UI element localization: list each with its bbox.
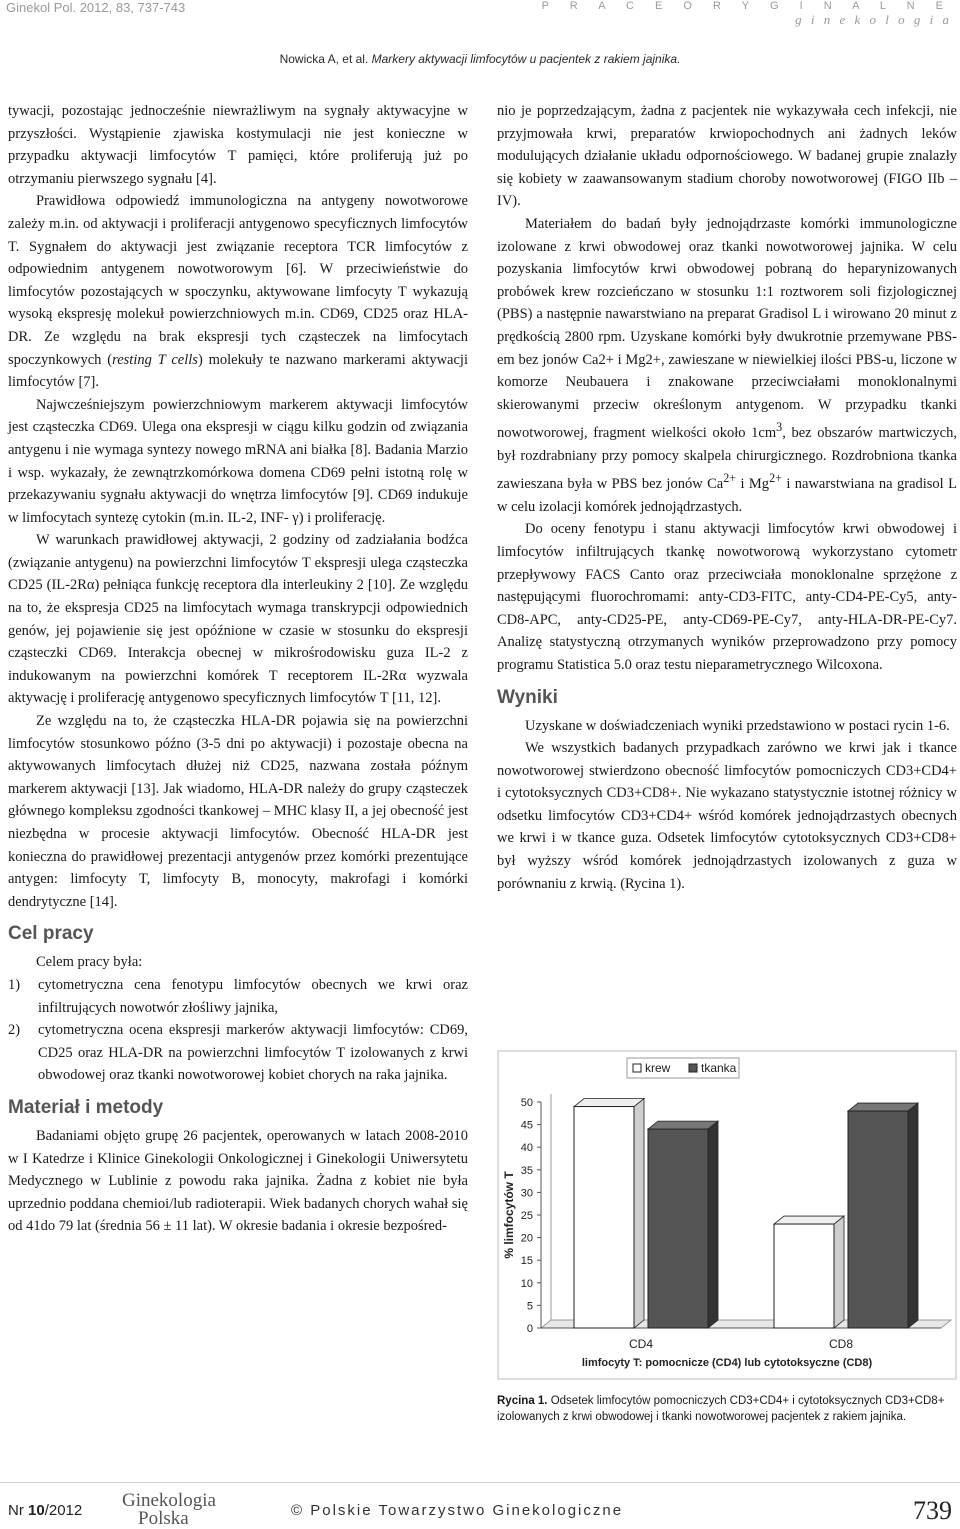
caption-label: Rycina 1. (497, 1395, 548, 1407)
section-heading-methods: Materiał i metody (8, 1096, 164, 1118)
footer-divider (0, 1482, 960, 1483)
running-head-authors: Nowicka A, et al. (279, 52, 369, 66)
y-tick-label: 35 (520, 1164, 533, 1177)
y-tick-label: 40 (520, 1142, 533, 1155)
bar-side (634, 1099, 644, 1328)
paragraph: nio je poprzedzającym, żadna z pacjentek nie wykazywała cech infekcji, nie przyjmowała krwi, preparatów krwiopochodnych ani żadnych leków modulujących działanie układu odpornościowego. W badanej grupie znalazły się kobiety w zaawansowanym stadium choroby nowotworowej (FIGO IIb – IV). (497, 103, 957, 210)
bar-side (834, 1216, 844, 1328)
y-tick-label: 50 (520, 1097, 533, 1109)
y-tick-label: 30 (520, 1187, 533, 1200)
paragraph: Do oceny fenotypu i stanu aktywacji limfocytów krwi obwodowej i limfocytów infiltrujących tkankę nowotworową wykorzystano cytometr przepływowy FACS Canto oraz przeciwciała monoklonalne sprzężone z następującymi fluorochromami: anty-CD3-FITC, anty-CD4-PE-Cy5, anty-CD8-APC, anty-CD25-PE, anty-CD69-PE-Cy7, anty-HLA-DR-PE-Cy7. Analizę statystyczną otrzymanych wyników przeprowadzono przy pomocy programu Statistica 5.0 oraz testu nieparametrycznego Wilcoxona. (497, 521, 957, 673)
figure-1 (497, 1050, 957, 1380)
aim-intro: Celem pracy była: (36, 954, 143, 971)
paragraph: Uzyskane w doświadczeniach wyniki przedstawiono w postaci rycin 1-6. (525, 717, 950, 734)
y-tick-label: 0 (526, 1323, 533, 1335)
bar-top (848, 1103, 918, 1111)
subsection-label: g i n e k o l o g i a (795, 12, 952, 27)
paragraph: tywacji, pozostając jednocześnie niewrażliwym na sygnały aktywacyjne w przyszłości. Wystąpienie zjawiska kostymulacji nie jest konieczne w przypadku aktywacji limfocytów T pamięci, które proliferują już po otrzymaniu pierwszego sygnału [4]. (8, 103, 468, 187)
section-heading-aim: Cel pracy (8, 923, 94, 945)
x-tick-label: CD8 (828, 1337, 854, 1351)
list-item: 2) cytometryczna ocena ekspresji markerów aktywacji limfocytów: CD69, CD25 oraz HLA-DR na powierzchni limfocytów T izolowanych z krwi obwodowej oraz tkanki nowotworowej kobiet chorych na raka jajnika. (8, 1022, 468, 1084)
bar-tkanka-CD4 (648, 1129, 708, 1328)
running-head (0, 52, 960, 66)
left-column (8, 100, 468, 1238)
x-tick-label: CD4 (628, 1337, 654, 1351)
caption-text: Odsetek limfocytów pomocniczych CD3+CD4+ i cytotoksycznych CD3+CD8+ izolowanych z krwi obwodowej i tkanki nowotworowej pacjentek z rakiem jajnika. (497, 1395, 945, 1423)
legend-label-krew: krew (645, 1061, 671, 1075)
running-head-title: Markery aktywacji limfocytów u pacjentek z rakiem jajnika. (371, 52, 681, 66)
y-axis-label: % limfocytów T (502, 1171, 516, 1259)
paragraph: Ze względu na to, że cząsteczka HLA-DR pojawia się na powierzchni limfocytów stosunkowo późno (3-5 dni po aktywacji) i pozostaje obecna na aktywowanych limfocytach dłużej niż CD25, nazwana została późnym markerem aktywacji [13]. Jak wiadomo, HLA-DR należy do grupy cząsteczek głównego kompleksu zgodności tkankowej – MHC klasy II, a jej obecność jest niezbędna w procesie aktywacji limfocytów. Obecność HLA-DR jest konieczna do prawidłowej prezentacji antygenów przez komórki prezentujące antygen: limfocyty T, limfocyty B, monocyty, makrofagi i komórki dendrytyczne [14]. (8, 713, 468, 910)
issue-number: Nr 10/2012 (8, 1502, 83, 1519)
journal-logo: Ginekologia Polska (122, 1490, 216, 1529)
bar-side (708, 1121, 718, 1328)
y-tick-label: 5 (526, 1300, 533, 1313)
paragraph: Badaniami objęto grupę 26 pacjentek, operowanych w latach 2008-2010 w I Katedrze i Klinice Ginekologii Onkologicznej i Ginekologii Uniwersytetu Medycznego w Lublinie z powodu raka jajnika. Żadna z kobiet nie była uprzednio poddana chemioi/lub radioterapii. Wiek badanych chorych wahał się od 41do 79 lat (średnia 56 ± 11 lat). W okresie badania i okresie bezpośred- (8, 1127, 468, 1235)
paragraph: W warunkach prawidłowej aktywacji, 2 godziny od zadziałania bodźca (związanie antygenu) na powierzchni limfocytów T ekspresji ulega cząsteczka CD25 (IL-2Rα) pełniąca funkcję receptora dla interleukiny 2 [10]. Ze względu na to, że ekspresja CD25 na limfocytach wymaga transkrypcji odpowiednich genów, jej pojawienie się jest opóźnione w czasie w stosunku do ekspresji cząsteczki CD69. Interakcja obecnej w mikrośrodowisku guza IL-2 z indukowanym na powierzchni komórek T receptorem IL-2Rα wyzwala aktywację i proliferację antygenowo specyficznych limfocytów T [11, 12]. (8, 532, 468, 707)
bar-chart (497, 1050, 957, 1380)
paragraph: We wszystkich badanych przypadkach zarówno we krwi jak i tkance nowotworowej stwierdzono obecność limfocytów pomocniczych CD3+CD4+ i cytotoksycznych CD3+CD8+. Nie wykazano statystycznie istotnej różnicy w odsetku limfocytów CD3+CD4+ wśród komórek jednojądrzastych obecnych we krwi i w tkance guza. Odsetek limfocytów cytotoksycznych CD3+CD8+ był wyższy wśród komórek jednojądrzastych izolowanych z guza w porównaniu z krwią. (Rycina 1). (497, 740, 957, 892)
page-number: 739 (913, 1496, 952, 1525)
section-heading-results: Wyniki (497, 686, 558, 708)
section-header (542, 0, 952, 28)
figure-caption (497, 1394, 959, 1425)
legend-label-tkanka: tkanka (701, 1061, 737, 1075)
bar-top (574, 1099, 644, 1107)
journal-citation: Ginekol Pol. 2012, 83, 737-743 (6, 0, 186, 15)
x-axis-label: limfocyty T: pomocnicze (CD4) lub cytotoksyczne (CD8) (581, 1357, 873, 1369)
y-tick-label: 10 (520, 1277, 533, 1290)
section-label: P R A C E O R Y G I N A L N E (541, 0, 952, 12)
paragraph: Najwcześniejszym powierzchniowym markerem aktywacji limfocytów jest cząsteczka CD69. Ulega ona ekspresji w ciągu kilku godzin od związania antygenu i nie wymaga syntezy nowego mRNA ani białka [8]. Badania Marzio i wsp. wykazały, że zewnątrzkomórkowa domena CD69 pełni istotną rolę w przekazywaniu sygnału aktywacji do wnętrza limfocytów [9]. CD69 indukuje w limfocytach syntezę cytokin (m.in. IL-2, INF- γ) i proliferację. (8, 396, 468, 526)
list-item: 1) cytometryczna cena fenotypu limfocytów obecnych we krwi oraz infiltrujących nowotwór złośliwy jajnika, (8, 976, 468, 1016)
bar-top (648, 1121, 718, 1129)
y-tick-label: 25 (520, 1210, 533, 1222)
y-tick-label: 20 (520, 1232, 533, 1245)
legend-swatch-tkanka (689, 1064, 697, 1072)
bar-krew-CD4 (574, 1107, 634, 1328)
right-column (497, 100, 957, 895)
bar-krew-CD8 (774, 1224, 834, 1328)
paragraph: Materiałem do badań były jednojądrzaste komórki immunologiczne izolowane z krwi obwodowej oraz tkanki nowotworowej jajnika. W celu pozyskania limfocytów krwi obwodowej pobraną do heparynizowanych probówek krew rozcieńczano w stosunku 1:1 roztworem soli fizjologicznej (PBS) a następnie nawarstwiano na preparat Gradisol L i wirowano 20 minut z prędkością 2800 rpm. Uzyskane komórki były dwukrotnie przemywane PBS-em bez jonów Ca2+ i Mg2+, zawieszane w niewielkiej ilości PBS-u, liczone w komorze Neubauera i znakowane przeciwciałami monoklonalnymi skierowanymi przeciw określonym antygenom. W przypadku tkanki nowotworowej, fragment wielkości około $1cm^3$, bez obszarów martwiczych, był rozdrabniany przy pomocy skalpela chirurgicznego. Rozdrobniona tkanka zawieszana była w PBS bez jonów $Ca^{2+}$ i $Mg^{2+}$ i nawarstwiana na gradisol L w celu izolacji komórek jednojądrzastych. (497, 215, 957, 515)
y-tick-label: 15 (520, 1255, 533, 1268)
legend-swatch-krew (633, 1064, 641, 1072)
copyright: © Polskie Towarzystwo Ginekologiczne (291, 1502, 624, 1519)
paragraph: Prawidłowa odpowiedź immunologiczna na antygeny nowotworowe zależy m.in. od aktywacji i proliferacji antygenowo specyficznych limfocytów T. Sygnałem do aktywacji jest związanie receptora TCR limfocytów z odpowiednim antygenem nowotworowym [6]. W przeciwieństwie do limfocytów pozostających w spoczynku, aktywowane limfocyty T wykazują wysoką ekspresję molekuł powierzchniowych m.in. CD69, CD25 oraz HLA-DR. Ze względu na brak ekspresji tych cząsteczek na limfocytach spoczynkowych (resting T cells) molekuły te nazwano markerami aktywacji limfocytów [7]. (8, 193, 468, 391)
bar-top (774, 1216, 844, 1224)
bar-tkanka-CD8 (848, 1111, 908, 1328)
bar-side (908, 1103, 918, 1328)
y-tick-label: 45 (520, 1119, 533, 1132)
